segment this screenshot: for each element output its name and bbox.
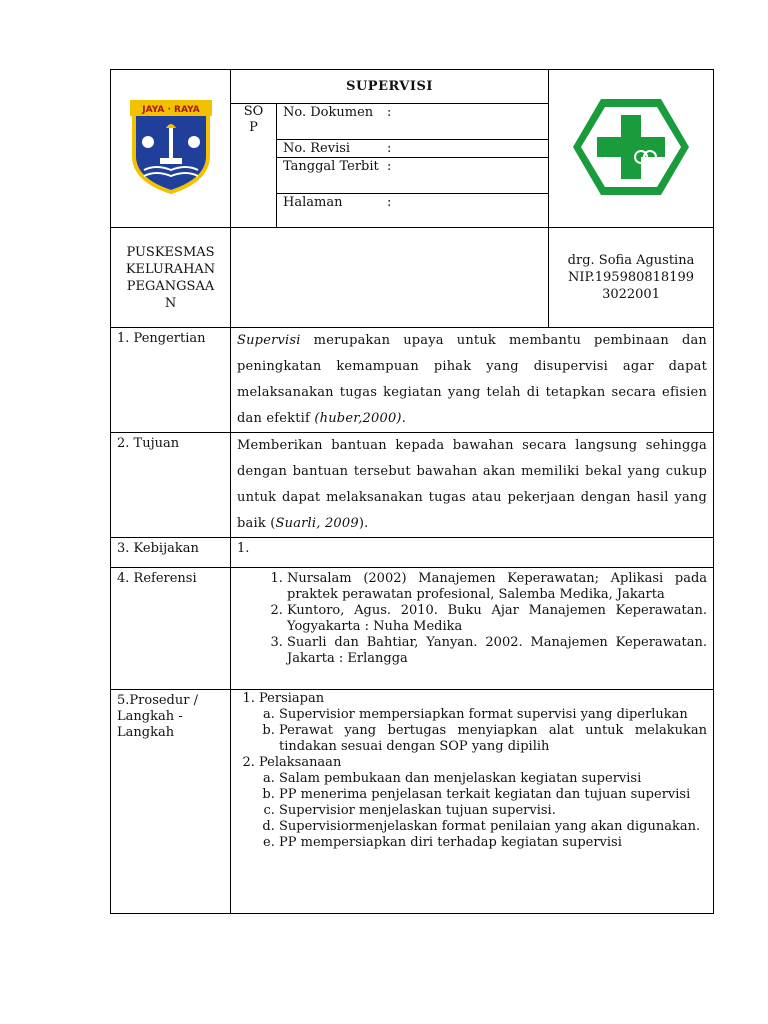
referensi-item: 3. Suarli dan Bahtiar, Yanyan. 2002. Manajemen Keperawatan. Jakarta : Erlangga — [287, 635, 707, 667]
kebijakan-text: 1. — [231, 538, 714, 568]
puskesmas-logo-icon — [571, 95, 691, 199]
signer-block — [549, 228, 714, 328]
meta-no-dokumen: No. Dokumen : — [277, 104, 549, 140]
signer-nip: NIP.195980818199 — [568, 270, 695, 285]
referensi-list-cell — [231, 568, 714, 690]
prosedur-cell — [231, 690, 714, 914]
label-kebijakan: 3. Kebijakan — [111, 538, 231, 568]
sop-document — [110, 69, 713, 914]
referensi-list — [237, 571, 707, 667]
referensi-item: 1. Nursalam (2002) Manajemen Keperawatan; Aplikasi pada praktek perawatan profesional, Salemba Medika, Jakarta — [287, 571, 707, 603]
list-item: e. PP mempersiapkan diri terhadap kegiatan supervisi — [279, 835, 707, 851]
svg-text:JAYA · RAYA: JAYA · RAYA — [141, 104, 200, 115]
meta-tanggal-terbit: Tanggal Terbit : — [277, 158, 549, 194]
tujuan-text: Memberikan bantuan kepada bawahan secara langsung sehingga dengan bantuan tersebut bawahan akan memiliki bekal yang cukup untuk dapat melaksanakan tugas atau pekerjaan dengan hasil yang baik (Suarli, 2009). — [231, 433, 714, 538]
step-pelaksanaan: 2. Pelaksanaan a. Salam pembukaan dan menjelaskan kegiatan supervisi b. PP menerima penjelasan terkait kegiatan dan tujuan supervisi c. Supervisior menjelaskan tujuan supervisi. d. Supervisiormenjelaskan format penilaian yang akan digunakan. e. PP mempersiapkan diri terhadap kegiatan supervisi — [259, 755, 707, 851]
label-prosedur: 5.Prosedur / Langkah - Langkah — [111, 690, 231, 914]
sop-table — [110, 69, 714, 914]
pelaksanaan-list — [259, 771, 707, 851]
list-item: b. Perawat yang bertugas menyiapkan alat untuk melakukan tindakan sesuai dengan SOP yang dipilih — [279, 723, 707, 755]
label-pengertian: 1. Pengertian — [111, 328, 231, 433]
jakarta-emblem-icon — [126, 98, 216, 196]
list-item: a. Salam pembukaan dan menjelaskan kegiatan supervisi — [279, 771, 707, 787]
label-referensi: 4. Referensi — [111, 568, 231, 690]
meta-no-revisi: No. Revisi : — [277, 140, 549, 158]
list-item: c. Supervisior menjelaskan tujuan supervisi. — [279, 803, 707, 819]
meta-halaman: Halaman : — [277, 194, 549, 228]
pengertian-text: Supervisi merupakan upaya untuk membantu pembinaan dan peningkatan kemampuan pihak yang disupervisi agar dapat melaksanakan tugas kegiatan yang telah di tetapkan secara efisien dan efektif (huber,2000). — [231, 328, 714, 433]
puskesmas-logo-cell — [549, 70, 714, 228]
document-title: SUPERVISI — [231, 70, 549, 104]
prosedur-steps — [237, 691, 707, 851]
persiapan-list — [259, 707, 707, 755]
jakarta-logo-cell — [111, 70, 231, 228]
puskesmas-name: PUSKESMAS KELURAHAN PEGANGSAA N — [111, 228, 231, 328]
list-item: a. Supervisior mempersiapkan format supervisi yang diperlukan — [279, 707, 707, 723]
sop-label: SO P — [231, 104, 277, 228]
list-item: b. PP menerima penjelasan terkait kegiatan dan tujuan supervisi — [279, 787, 707, 803]
signer-name: drg. Sofia Agustina — [567, 253, 695, 268]
referensi-item: 2. Kuntoro, Agus. 2010. Buku Ajar Manajemen Keperawatan. Yogyakarta : Nuha Medika — [287, 603, 707, 635]
signer-nip-cont: 3022001 — [602, 287, 660, 302]
list-item: d. Supervisiormenjelaskan format penilaian yang akan digunakan. — [279, 819, 707, 835]
step-persiapan: 1. Persiapan a. Supervisior mempersiapkan format supervisi yang diperlukan b. Perawat yang bertugas menyiapkan alat untuk melakukan tindakan sesuai dengan SOP yang dipilih — [259, 691, 707, 755]
blank-cell — [231, 228, 549, 328]
label-tujuan: 2. Tujuan — [111, 433, 231, 538]
